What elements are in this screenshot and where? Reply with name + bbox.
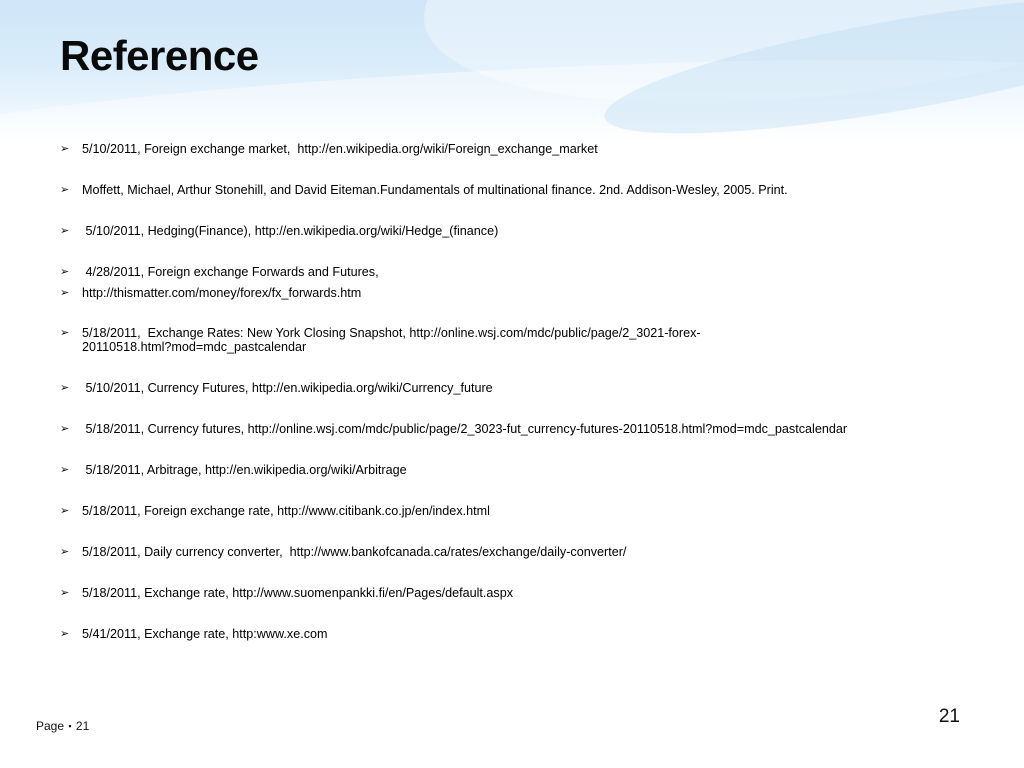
arrow-bullet-icon: ➢ [60, 143, 70, 155]
footer [36, 719, 89, 733]
reference-text: 5/10/2011, Hedging(Finance), http://en.wikipedia.org/wiki/Hedge_(finance) [82, 224, 499, 238]
list-item [60, 586, 982, 600]
footer-page-number: 21 [75, 719, 90, 733]
list-item [60, 326, 982, 354]
reference-text: 5/18/2011, Arbitrage, http://en.wikipedia.org/wiki/Arbitrage [82, 463, 407, 477]
arrow-bullet-icon: ➢ [60, 382, 70, 394]
reference-text: 5/18/2011, Exchange rate, http://www.suomenpankki.fi/en/Pages/default.aspx [82, 586, 514, 600]
reference-text: 5/18/2011, Daily currency converter, http://www.bankofcanada.ca/rates/exchange/daily-converter/ [82, 545, 627, 559]
arrow-bullet-icon: ➢ [60, 225, 70, 237]
reference-text: Moffett, Michael, Arthur Stonehill, and David Eiteman.Fundamentals of multinational finance. 2nd. Addison-Wesley, 2005. Print. [82, 183, 788, 197]
list-item [60, 183, 982, 197]
list-item [60, 422, 982, 436]
arrow-bullet-icon: ➢ [60, 287, 70, 299]
arrow-bullet-icon: ➢ [60, 184, 70, 196]
slide-number: 21 [938, 706, 960, 727]
reference-text: 5/10/2011, Currency Futures, http://en.wikipedia.org/wiki/Currency_future [82, 381, 493, 395]
list-item [60, 142, 982, 156]
page-title: Reference [60, 32, 259, 79]
reference-text: http://thismatter.com/money/forex/fx_forwards.htm [82, 286, 362, 300]
list-item [60, 504, 982, 518]
list-item [60, 224, 982, 238]
reference-text: 5/10/2011, Foreign exchange market, http://en.wikipedia.org/wiki/Foreign_exchange_market [82, 142, 598, 156]
arrow-bullet-icon: ➢ [60, 505, 70, 517]
square-bullet-icon: ▪ [68, 721, 72, 731]
arrow-bullet-icon: ➢ [60, 587, 70, 599]
reference-text: 5/18/2011, Foreign exchange rate, http://www.citibank.co.jp/en/index.html [82, 504, 490, 518]
list-item [60, 265, 982, 279]
arrow-bullet-icon: ➢ [60, 327, 70, 339]
list-item [60, 286, 982, 300]
arrow-bullet-icon: ➢ [60, 546, 70, 558]
arrow-bullet-icon: ➢ [60, 628, 70, 640]
arrow-bullet-icon: ➢ [60, 464, 70, 476]
list-item [60, 463, 982, 477]
reference-text: 5/18/2011, Currency futures, http://online.wsj.com/mdc/public/page/2_3023-fut_currency-futures-20110518.html?mod=mdc_pastcalendar [82, 422, 848, 436]
list-item [60, 545, 982, 559]
arrow-bullet-icon: ➢ [60, 266, 70, 278]
list-item [60, 627, 982, 641]
reference-text: 4/28/2011, Foreign exchange Forwards and Futures, [82, 265, 379, 279]
reference-text: 5/41/2011, Exchange rate, http:www.xe.com [82, 627, 328, 641]
footer-label: Page [36, 719, 65, 733]
list-item [60, 381, 982, 395]
arrow-bullet-icon: ➢ [60, 423, 70, 435]
reference-text: 5/18/2011, Exchange Rates: New York Closing Snapshot, http://online.wsj.com/mdc/public/page/2_3021-forex- 20110518.html?mod=mdc_pastcalendar [82, 326, 701, 354]
